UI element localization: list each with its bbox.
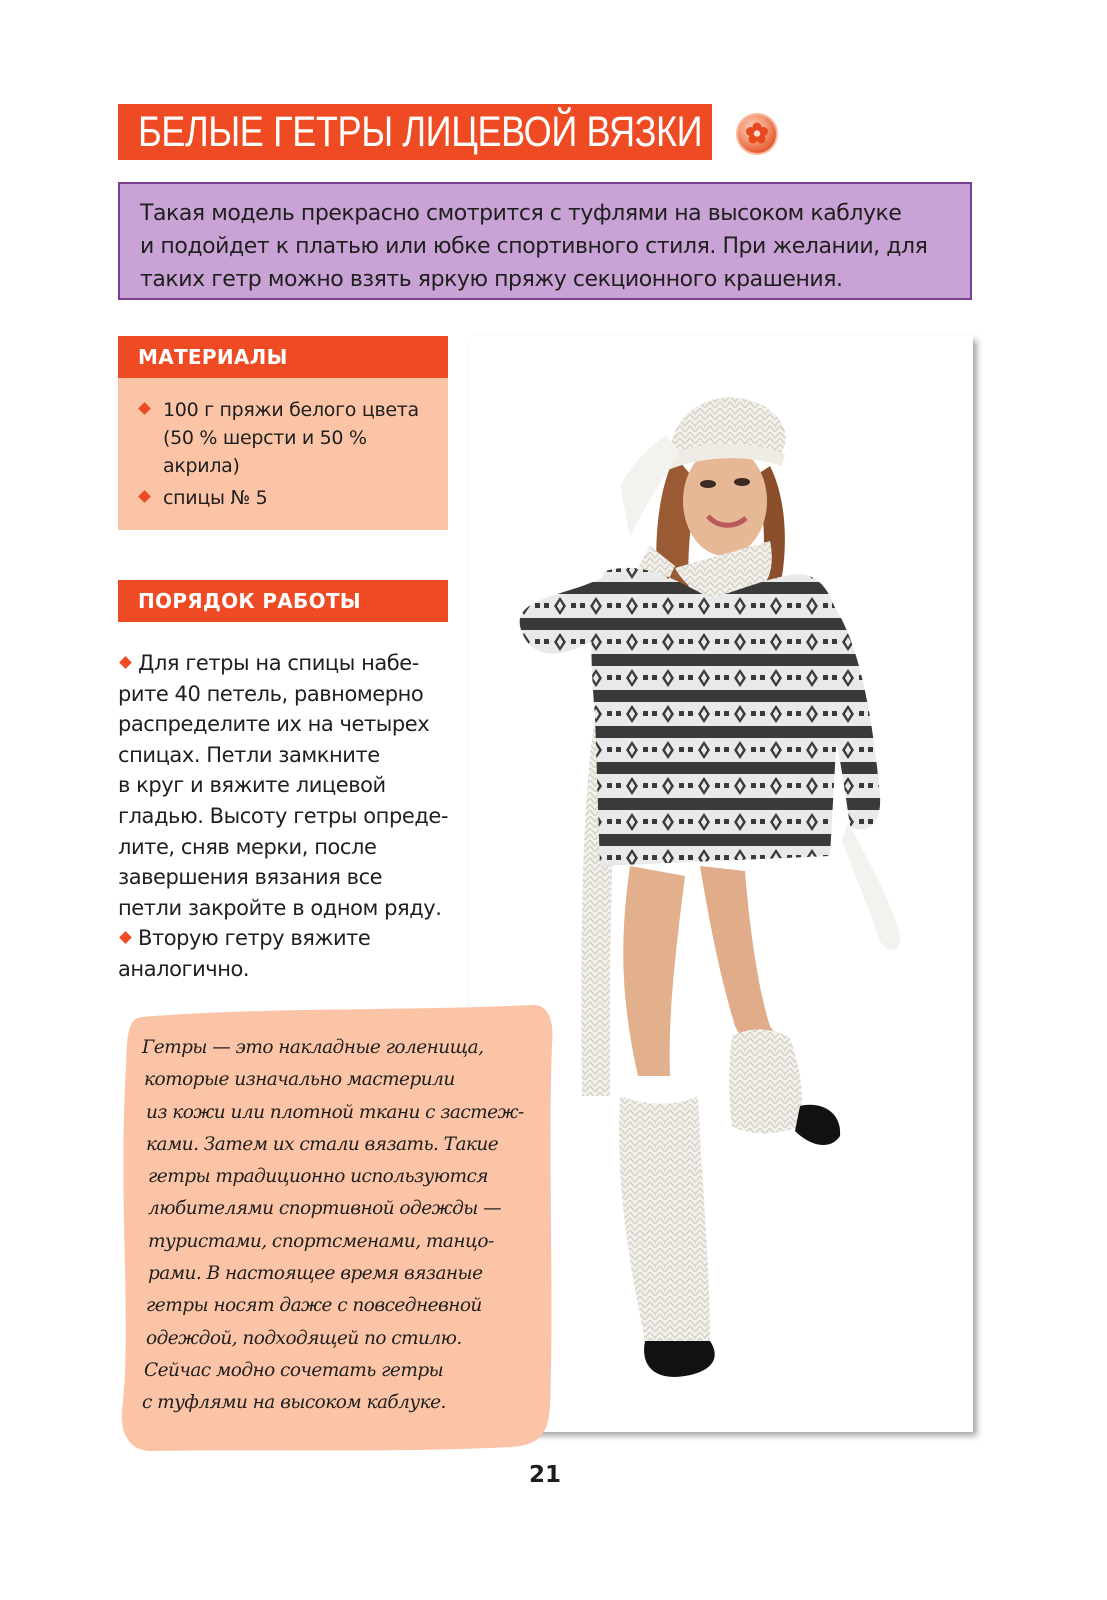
diamond-bullet-icon	[119, 656, 132, 669]
intro-line: и подойдет к платью или юбке спортивного стиля. При желании, для	[140, 234, 928, 259]
work-header	[118, 580, 448, 622]
title-bar	[118, 104, 712, 160]
work-line: Вторую гетру вяжите	[118, 923, 458, 954]
materials-header	[118, 336, 448, 378]
note-line: гетры традиционно используются	[148, 1166, 488, 1188]
note-text	[142, 1032, 542, 1420]
materials-item	[138, 396, 438, 480]
note-line: которые изначально мастерили	[144, 1069, 455, 1091]
work-instructions	[118, 648, 458, 985]
work-line: распределите их на четырех	[118, 712, 430, 737]
note-line: Гетры — это накладные голенища,	[142, 1037, 484, 1058]
page-title: БЕЛЫЕ ГЕТРЫ ЛИЦЕВОЙ ВЯЗКИ	[138, 108, 703, 156]
work-line: в круг и вяжите лицевой	[118, 773, 386, 798]
materials-item-line: 100 г пряжи белого цвета	[163, 399, 419, 421]
materials-item-line: спицы № 5	[163, 487, 268, 509]
work-line: петли закройте в одном ряду.	[118, 895, 442, 920]
work-header-label: ПОРЯДОК РАБОТЫ	[138, 589, 361, 613]
materials-item	[138, 484, 438, 512]
work-line: гладью. Высоту гетры опреде-	[118, 803, 448, 828]
note-line: одеждой, подходящей по стилю.	[146, 1327, 462, 1349]
work-line: Для гетры на спицы набе-	[118, 648, 458, 679]
materials-header-label: МАТЕРИАЛЫ	[138, 345, 288, 369]
note-line: рами. В настоящее время вязаные	[148, 1263, 483, 1285]
intro-line: таких гетр можно взять яркую пряжу секционного крашения.	[140, 267, 843, 292]
intro-text	[140, 197, 970, 296]
page-number: 21	[528, 1462, 561, 1488]
materials-item-line: (50 % шерсти и 50 %	[163, 427, 367, 449]
materials-item-line: акрила)	[163, 455, 240, 477]
materials-box	[118, 378, 448, 530]
work-line: завершения вязания все	[118, 865, 383, 890]
intro-box	[118, 182, 972, 300]
flower-badge-icon	[735, 112, 779, 156]
note-line: с туфлями на высоком каблуке.	[142, 1392, 446, 1414]
work-line: лите, сняв мерки, после	[118, 834, 377, 859]
work-line: рите 40 петель, равномерно	[118, 681, 424, 706]
work-line: аналогично.	[118, 956, 250, 981]
note-line: любителями спортивной одежды —	[148, 1198, 502, 1220]
note-line: ками. Затем их стали вязать. Такие	[146, 1133, 499, 1155]
note-line: гетры носят даже с повседневной	[146, 1295, 482, 1317]
intro-line: Такая модель прекрасно смотрится с туфлями на высоком каблуке	[140, 201, 902, 226]
note-line: из кожи или плотной ткани с застеж-	[146, 1101, 524, 1123]
diamond-bullet-icon	[119, 931, 132, 944]
note-line: туристами, спортсменами, танцо-	[148, 1230, 494, 1252]
note-line: Сейчас модно сочетать гетры	[144, 1359, 444, 1381]
work-line: спицах. Петли замкните	[118, 742, 380, 767]
